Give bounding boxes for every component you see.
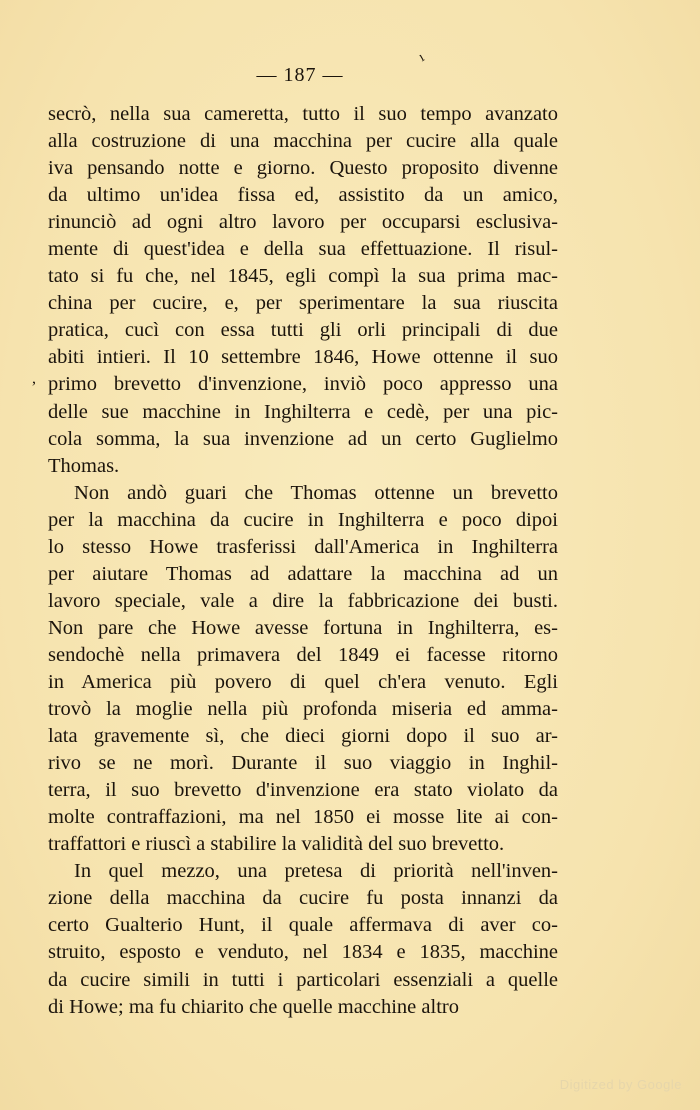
text-line: tato si fu che, nel 1845, egli compì la sua prima mac- [48,265,558,288]
text-line: per la macchina da cucire in Inghilterra e poco dipoi [48,508,558,531]
text-line: abiti intieri. Il 10 settembre 1846, Howe ottenne il suo [48,346,558,369]
text-line: per aiutare Thomas ad adattare la macchina ad un [48,562,558,585]
text-line: in America più povero di quel ch'era venuto. Egli [48,670,558,693]
text-line: iva pensando notte e giorno. Questo proposito divenne [48,157,558,180]
text-line: zione della macchina da cucire fu posta innanzi da [48,887,558,910]
text-line: traffattori e riuscì a stabilire la validità del suo brevetto. [48,833,505,856]
text-line: di Howe; ma fu chiarito che quelle macchine altro [48,995,459,1018]
text-line: lavoro speciale, vale a dire la fabbricazione dei busti. [48,589,558,612]
text-line: rivo se ne morì. Durante il suo viaggio in Inghil- [48,752,558,775]
text-line: pratica, cucì con essa tutti gli orli principali di due [48,319,558,342]
text-line: In quel mezzo, una pretesa di priorità nell'inven- [74,860,558,883]
text-line: struito, esposto e venduto, nel 1834 e 1835, macchine [48,941,558,964]
text-line: Non pare che Howe avesse fortuna in Inghilterra, es- [48,616,558,639]
text-line: china per cucire, e, per sperimentare la sua riuscita [48,292,558,315]
text-line: molte contraffazioni, ma nel 1850 ei mosse lite ai con- [48,806,558,829]
text-line: Thomas. [48,454,120,477]
text-line: lo stesso Howe trasferissi dall'America in Inghilterra [48,535,558,558]
text-line: delle sue macchine in Inghilterra e cedè, per una pic- [48,400,558,423]
text-line: terra, il suo brevetto d'invenzione era stato violato da [48,779,558,802]
text-line: trovò la moglie nella più profonda miseria ed amma- [48,698,558,721]
text-line: sendochè nella primavera del 1849 ei facesse ritorno [48,643,558,666]
text-line: certo Gualterio Hunt, il quale affermava di aver co- [48,914,558,937]
text-line: lata gravemente sì, che dieci giorni dopo il suo ar- [48,725,558,748]
text-line: cola somma, la sua invenzione ad un certo Guglielmo [48,427,558,450]
text-line: Non andò guari che Thomas ottenne un brevetto [74,481,558,504]
text-line: primo brevetto d'invenzione, inviò poco appresso una [48,373,558,396]
text-line: da ultimo un'idea fissa ed, assistito da un amico, [48,184,558,207]
page-number: — 187 — [256,64,344,86]
watermark: Digitized by Google [559,1077,682,1092]
margin-mark: , [32,370,36,387]
ink-speck: ı [416,50,428,66]
text-line: da cucire simili in tutti i particolari essenziali a quelle [48,968,558,991]
text-line: secrò, nella sua cameretta, tutto il suo tempo avanzato [48,103,558,125]
text-line: alla costruzione di una macchina per cucire alla quale [48,130,558,153]
text-line: rinunciò ad ogni altro lavoro per occuparsi esclusiva- [48,211,558,234]
body-text [48,101,558,1021]
text-line: mente di quest'idea e della sua effettuazione. Il risul- [48,238,558,261]
